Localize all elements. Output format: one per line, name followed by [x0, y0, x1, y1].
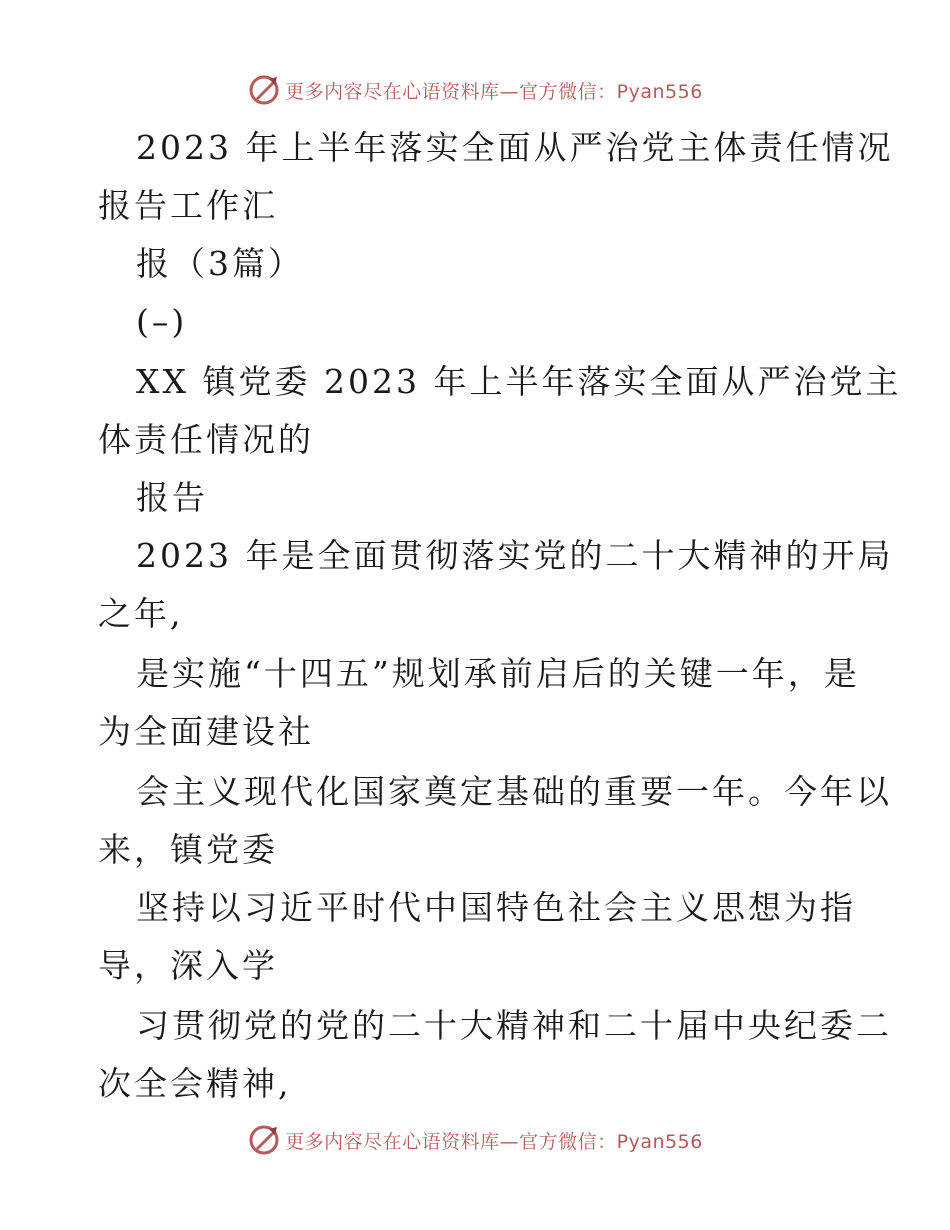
section-label: (–) — [136, 302, 188, 341]
watermark-footer — [0, 1120, 950, 1160]
quill-logo-icon — [247, 73, 281, 107]
watermark-header — [0, 70, 950, 110]
body-line-2: 之年, — [98, 594, 184, 633]
body-line-4: 为全面建设社 — [98, 712, 314, 751]
subtitle-line-3: 报告 — [136, 478, 208, 517]
body-line-9: 习贯彻党的党的二十大精神和二十届中央纪委二 — [136, 1006, 892, 1045]
body-line-1: 2023 年是全面贯彻落实党的二十大精神的开局 — [136, 536, 894, 575]
body-line-6: 来，镇党委 — [98, 830, 278, 869]
body-line-3: 是实施“十四五”规划承前启后的关键一年，是 — [136, 654, 860, 693]
body-line-10: 次全会精神, — [98, 1064, 292, 1103]
watermark-text: 更多内容尽在心语资料库—官方微信：Pyan556 — [285, 80, 703, 103]
title-line-1: 2023 年上半年落实全面从严治党主体责任情况 — [136, 128, 894, 167]
watermark-text: 更多内容尽在心语资料库—官方微信：Pyan556 — [285, 1130, 703, 1153]
title-line-3: 报（3篇） — [136, 244, 304, 283]
body-line-5: 会主义现代化国家奠定基础的重要一年。今年以 — [136, 772, 892, 811]
body-line-7: 坚持以习近平时代中国特色社会主义思想为指 — [136, 888, 856, 927]
quill-logo-icon — [247, 1123, 281, 1157]
subtitle-line-1: XX 镇党委 2023 年上半年落实全面从严治党主 — [136, 362, 902, 401]
title-line-2: 报告工作汇 — [98, 186, 278, 225]
subtitle-line-2: 体责任情况的 — [98, 420, 314, 459]
body-line-8: 导，深入学 — [98, 946, 278, 985]
